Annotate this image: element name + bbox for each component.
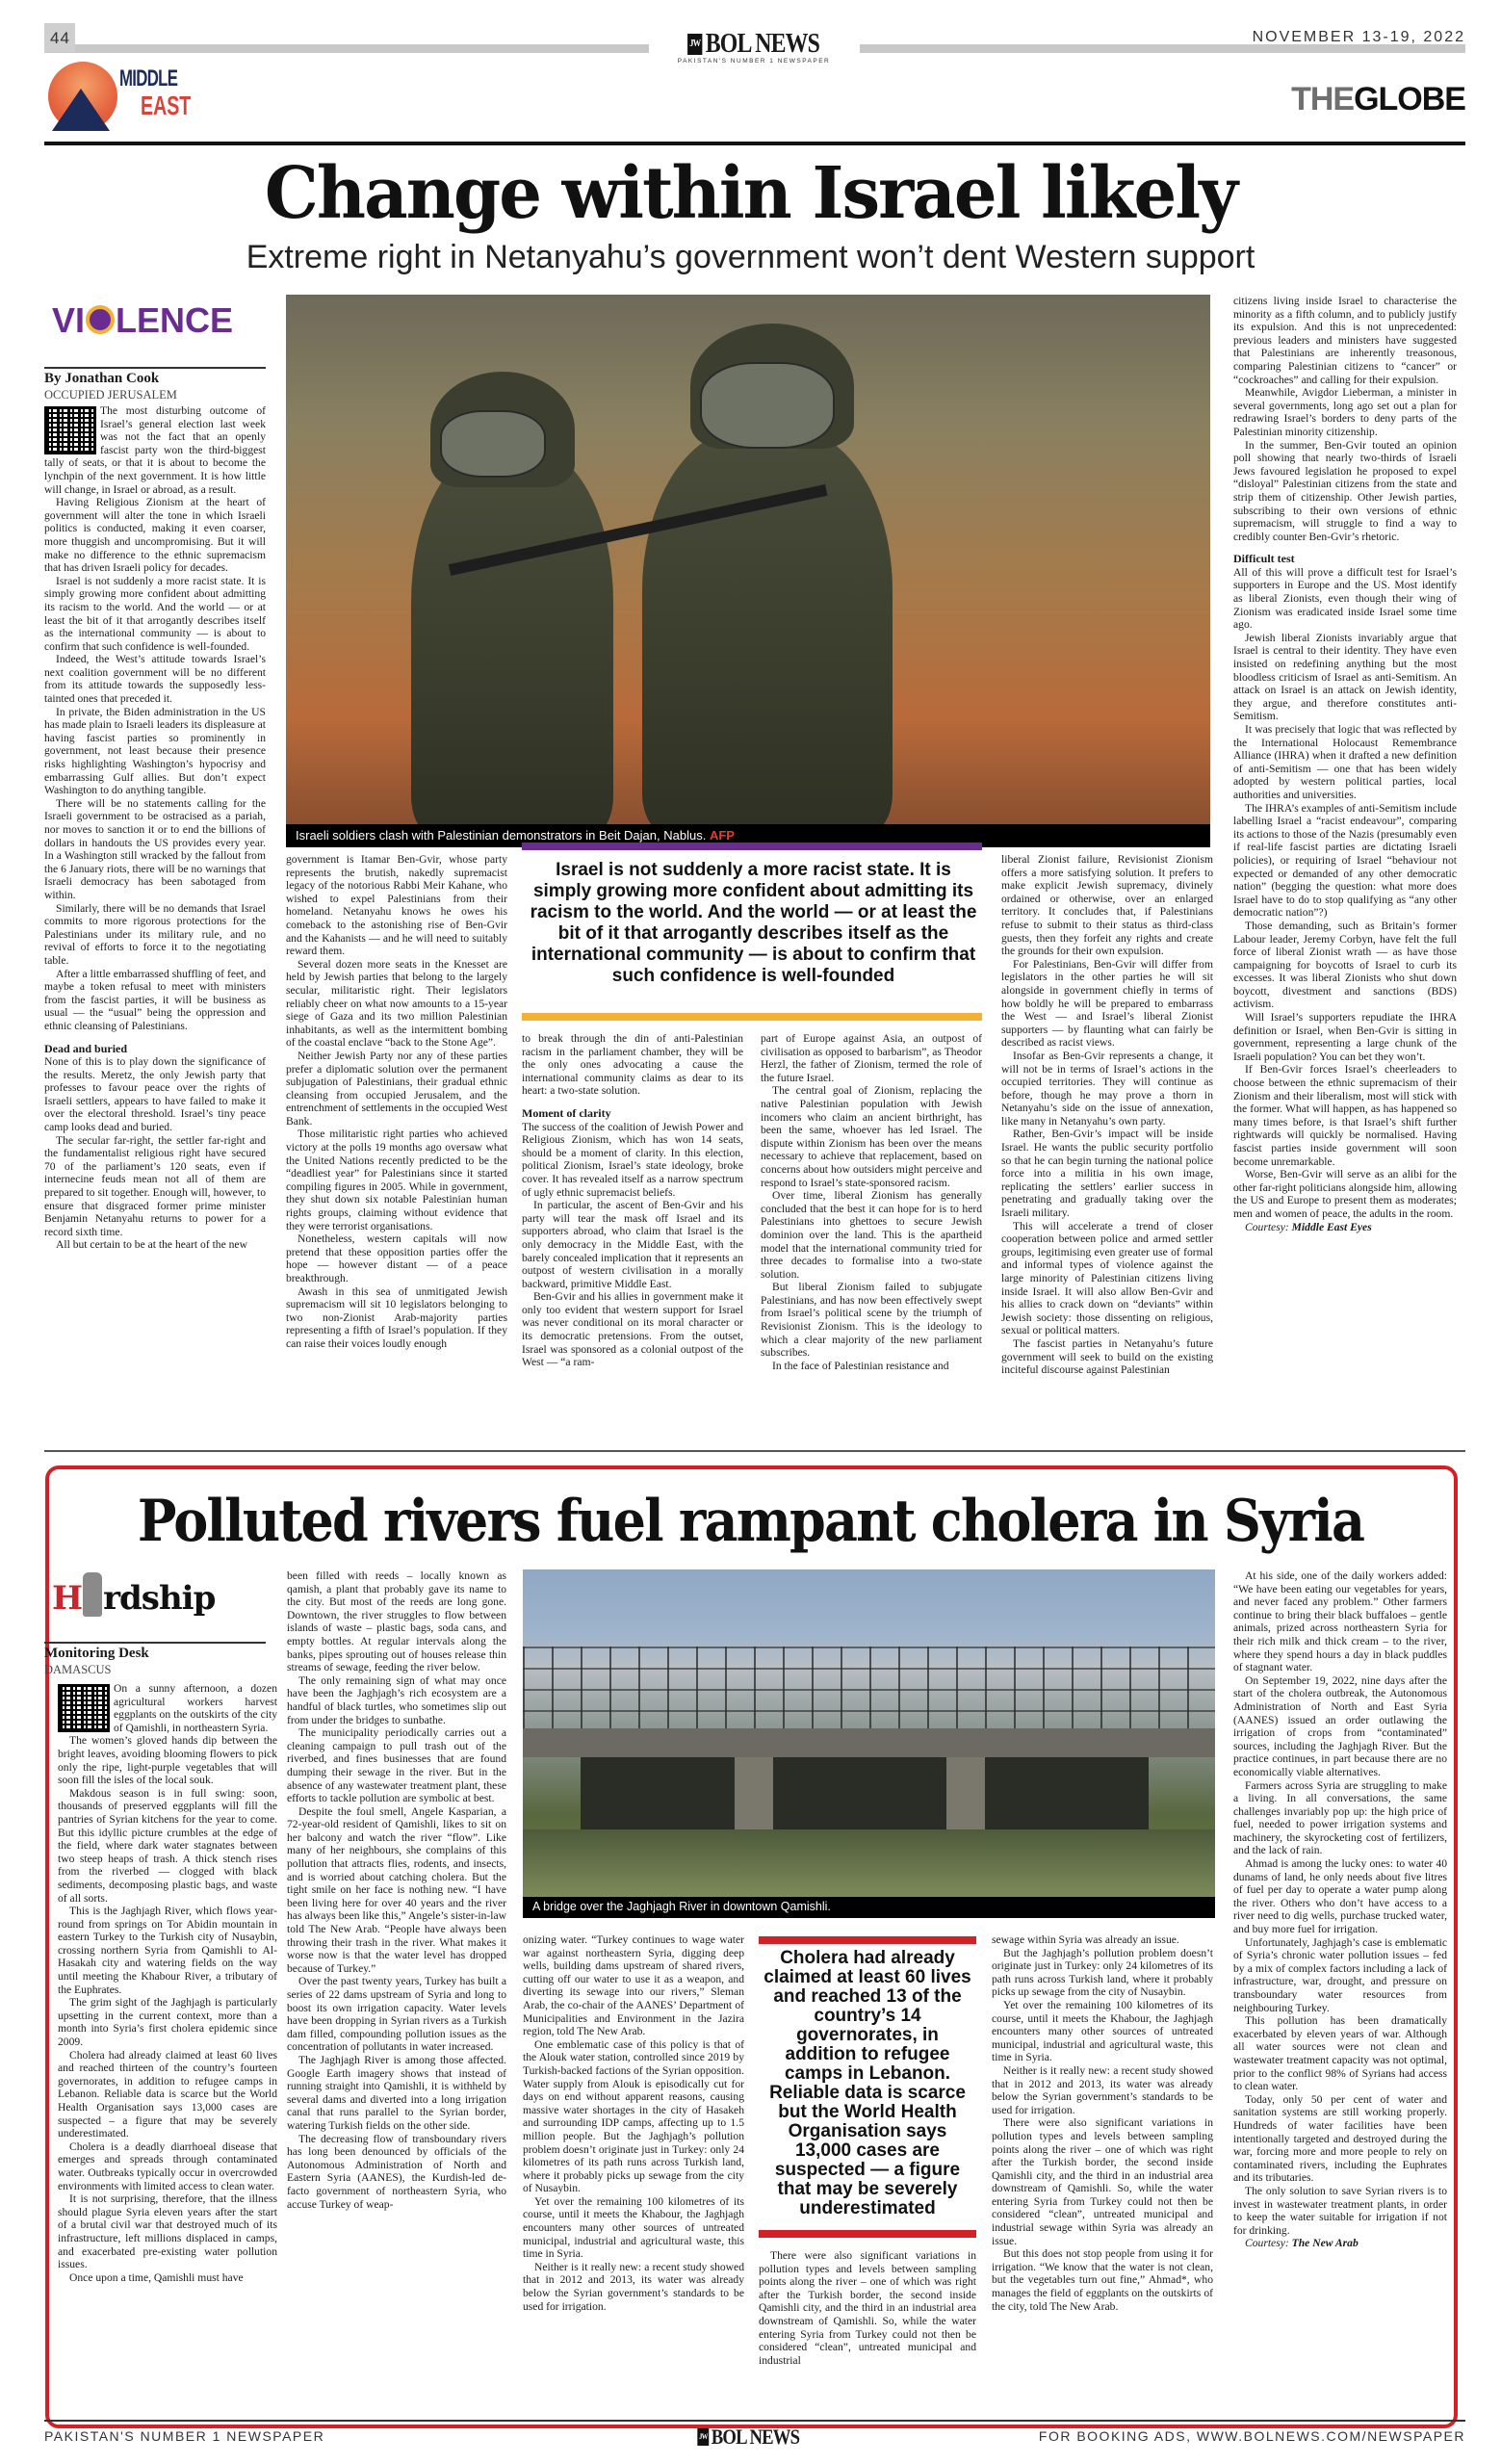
footer-logo-text: BOL NEWS <box>711 2425 800 2449</box>
header-rule-left <box>44 44 649 53</box>
paragraph: Despite the foul smell, Angele Kasparian, a 72-year-old resident of Qamishli, likes to sit on her balcony and watch the river “flow”. Like many of her neighbours, she complains of this pollution that attracts flies, rodents, and insects, and is worried about catching cholera. But the tight smile on her face is nothing new. “I have been living here for over 40 years and the river has always been like this,” Angele’s sister-in-law told The New Arab. “People have always been throwing their trash in the river. What makes it worse now is that the water level has dropped because of Turkey.” <box>287 1804 506 1975</box>
paragraph: Farmers across Syria are struggling to make a living. In all conversations, the same challenges invariably pop up: the high price of fuel, needed to power irrigation systems and machinery, the skyrocketing cost of fertilizers, and the lack of rain. <box>1233 1778 1447 1857</box>
paragraph: The grim sight of the Jaghjagh is particularly upsetting in the current context, more than a month into Syria’s first cholera epidemic since 2009. <box>58 1996 277 2049</box>
paragraph: But this does not stop people from using it for irrigation. “We know that the water is not clean, but the vegetables turn out fine,” Ahmad*, who manages the field of eggplants on the outskirts of the city, told The New Arab. <box>992 2247 1213 2313</box>
paragraph: There were also significant variations in pollution types and levels between sampling points along the river – one of which was right after the Turkish border, the second inside Qamishli city, and the third in an industrial area downstream of Qamishli. So, while the water entering Syria from Turkey could not then be considered “clean”, untreated municipal and industrial <box>759 2249 976 2367</box>
violence-tag-logo <box>52 300 233 341</box>
paragraph: There were also significant variations in pollution types and levels between sampling points along the river – one of which was right after the Turkish border, the second inside Qamishli city, and the third in an industrial area downstream of Qamishli. So, while the water entering Syria from Turkey could not then be considered “clean”, untreated municipal and industrial sewage within Syria was already an issue. <box>992 2116 1213 2247</box>
paragraph: Those demanding, such as Britain’s former Labour leader, Jeremy Corbyn, have felt the full force of liberal Zionist wrath — as have those campaigning for boycotts of Israel to curb its excesses. It was liberal Zionists who shut down boycott, divestment and sanctions (BDS) activism. <box>1233 919 1457 1011</box>
violence-tag-b: LENCE <box>116 300 234 340</box>
paragraph: been filled with reeds – locally known as qamish, a plant that probably gave its name to the city. But most of the reeds are long gone. Downtown, the river struggles to flow between islands of waste – plastic bags, soda cans, and empty bottles. At regular intervals along the banks, pipes sprouting out of houses release thin streams of sewage, feeding the river below. <box>287 1569 506 1674</box>
paragraph: government is Itamar Ben-Gvir, whose party represents the brutish, nakedly supremacist legacy of the notorious Rabbi Meir Kahane, who wished to expel Palestinians from their homeland. Netanyahu knows he owes his comeback to the astonishing rise of Ben-Gvir and the Kahanists — and he will need to suitably reward them. <box>286 853 507 958</box>
section-divider <box>44 1450 1465 1452</box>
page-number: 44 <box>44 23 75 52</box>
paragraph: Ben-Gvir and his allies in government make it only too evident that western support for Israel was never conditional on its moral character or its democratic pretensions. From the outset, Israel was sponsored as a colonial outpost of the West — “a ram- <box>522 1290 743 1369</box>
paragraph: onizing water. “Turkey continues to wage water war against northeastern Syria, digging deep wells, building dams upstream of shared rivers, cutting off our water to use it as a weapon, and diverting its sewage into our rivers,” Sleman Arab, the co-chair of the AANES’ Department of Municipalities and Environment in the Jazira region, told The New Arab. <box>523 1933 744 2038</box>
paragraph: Jewish liberal Zionists invariably argue that Israel is central to their identity. They have even insisted on redefining anything but the most bloodless criticism of Israel as anti-Semitism. An attack on Israel is an attack on Jewish identity, they argue, and therefore constitutes anti-Semitism. <box>1233 631 1457 723</box>
byline-rule-2 <box>44 1642 266 1644</box>
section-logo-bottom: EAST <box>141 91 192 120</box>
paragraph: Neither is it really new: a recent study showed that in 2012 and 2013, its water was already below the Syrian government’s standards to be used for irrigation. <box>523 2260 744 2313</box>
paragraph: The only solution to save Syrian rivers is to invest in wastewater treatment plants, in order to keep the water suitable for irrigation if not for drinking. <box>1233 2184 1447 2237</box>
masthead-title: BOL NEWS <box>706 29 820 59</box>
paragraph: Unfortunately, Jaghjagh’s case is emblematic of Syria’s chronic water pollution issues – fed by a mix of complex factors including a lack of infrastructure, war, drought, and pressure on transboundary water resources from neighbouring Turkey. <box>1233 1935 1447 2014</box>
paragraph: None of this is to play down the significance of the results. Meretz, the only Jewish party that professes to favour peace over the rights of Israeli settlers, appears to have failed to make it over the electoral threshold. Israel’s tiny peace camp looks dead and buried. <box>44 1055 266 1134</box>
article1-pull-quote: Israel is not suddenly a more racist state. It is simply growing more confident about admitting its racism to the world. And the world — or at least the bit of it that arrogantly describes itself as the international community — is about to confirm that such confidence is well-founded <box>530 860 977 986</box>
paragraph: This is the Jaghjagh River, which flows year-round from springs on Tor Abidin mountain in eastern Turkey to the Turkish city of Nusaybin, crossing northern Syria from Qamishli to Al-Hasakah city and watering fields on the way until meeting the Khabour River, a tributary of the Euphrates. <box>58 1905 277 1996</box>
article2-pull-quote: Cholera had already claimed at least 60 lives and reached 13 of the country’s 14 governorates, in addition to refugee camps in Lebanon. Reliable data is scarce but the World Health Organisation says 13,000 cases are suspected — a figure that may be severely underestimated <box>763 1948 971 2218</box>
article2-column-1 <box>58 1682 277 2414</box>
paragraph: In the summer, Ben-Gvir touted an opinion poll showing that nearly two-thirds of Israeli Jews favoured legislation he proposed to expel “disloyal” Palestinian citizens from the state and strip them of citizenship. Other Jewish parties, subscribing to their own versions of ethnic supremacism, will struggle to find a way to credibly counter Ben-Gvir’s rhetoric. <box>1233 438 1457 543</box>
soldier-figure-right <box>642 429 893 824</box>
section-title-the: THE <box>1291 81 1355 117</box>
article2-headline: Polluted rivers fuel rampant cholera in Syria <box>137 1488 1364 1555</box>
article2-dateline: DAMASCUS <box>44 1663 112 1676</box>
paragraph: Over the past twenty years, Turkey has built a series of 22 dams upstream of Syria and long to boost its own irrigation capacity. Water levels have been dropping in Syrian rivers as a Turkish dam filled, compounding pollution issues as the concentration of pollutants in water increased. <box>287 1975 506 2054</box>
pull-quote-rule-top <box>522 843 982 850</box>
jw-badge-icon: JW <box>688 34 703 55</box>
article1-photo <box>286 295 1210 824</box>
paragraph: Neither is it really new: a recent study showed that in 2012 and 2013, its water was already below the Syrian government’s standards to be used for irrigation. <box>992 2063 1213 2116</box>
visor-right <box>700 362 835 449</box>
article2-photo-caption: A bridge over the Jaghjagh River in downtown Qamishli. <box>523 1897 1215 1918</box>
photo-credit: AFP <box>709 828 735 843</box>
paragraph: The women’s gloved hands dip between the bright leaves, avoiding blooming flowers to pick only the ripe, light-purple vegetables that will soon fill the isles of the local souk. <box>58 1734 277 1787</box>
article2-column-6 <box>1233 1569 1447 2414</box>
paragraph: All of this will prove a difficult test for Israel’s supporters in Europe and the US. Most identify as liberal Zionists, even though their wing of Zionism was eradicated inside Israel some time ago. <box>1233 565 1457 632</box>
article1-column-6 <box>1233 295 1457 1450</box>
bridge-deck <box>523 1728 1215 1757</box>
paragraph: Israel is not suddenly a more racist state. It is simply growing more confident about admitting its racism to the world. And the world — or at least the bit of it that arrogantly describes itself as the international community — is about to confirm that such confidence is well-founded. <box>44 574 266 653</box>
paragraph: Cholera had already claimed at least 60 lives and reached thirteen of the country’s fourteen governorates, in addition to refugee camps in Lebanon. Reliable data is scarce but the World Health Organisation says 13,000 cases are suspected – a figure that may be severely underestimated. <box>58 2048 277 2140</box>
paragraph: One emblematic case of this policy is that of the Alouk water station, controlled since 2019 by Turkish-backed factions of the Syrian opposition. Water supply from Alouk is episodically cut for days on end without apparent reasons, causing massive water shortages in the city of Hasakeh and surrounding IDP camps, affecting up to 1.5 million people. But the Jaghjagh’s pollution problem doesn’t originate just in Turkey: only 24 kilometres of its path runs across Turkish land, where it probably picks up sewage from the city of Nusaybin. <box>523 2037 744 2195</box>
footer-rule <box>44 2420 1465 2422</box>
paragraph: The most disturbing outcome of Israel’s general election last week was not the fact that an openly fascist party won the third-biggest tally of seats, or that it is about to become the lynchpin of the next government. It is how little will change, in Israel or abroad, as a result. <box>44 404 266 496</box>
section-title-globe: GLOBE <box>1354 81 1465 117</box>
paragraph: Having Religious Zionism at the heart of government will alter the tone in which Israeli politics is conducted, making it even coarser, more thuggish and uncompromising. But it will make no difference to the ethnic supremacism that has driven Israeli policy for decades. <box>44 496 266 575</box>
paragraph: to break through the din of anti-Palestinian racism in the parliament chamber, they will be the only ones advocating a cause the international community claims as dear to its heart: a two-state solution. <box>522 1032 743 1098</box>
byline-rule <box>44 367 266 369</box>
mountain-icon <box>52 89 110 131</box>
article1-byline: By Jonathan Cook <box>44 371 160 386</box>
paragraph: Yet over the remaining 100 kilometres of its course, until it meets the Khabour, the Jaghjagh encounters many other sources of untreated municipal, industrial and agricultural waste, this time in Syria. <box>992 1998 1213 2064</box>
paragraph: liberal Zionist failure, Revisionist Zionism offers a more satisfying solution. It prefers to make explicit Jewish supremacy, divinely ordained or otherwise, over an enlarged territory. It concludes that, if Palestinians refuse to submit to their status as third-class guests, then they forfeit any rights and create the grounds for their own expulsion. <box>1001 853 1213 958</box>
paragraph: Indeed, the West’s attitude towards Israel’s next coalition government will be no different from its attitude towards the supposedly less-tainted ones that preceded it. <box>44 653 266 706</box>
pull-quote-rule-bottom <box>522 1013 982 1021</box>
courtesy-line <box>1233 2237 1447 2250</box>
section-logo-top: MIDDLE <box>119 65 178 91</box>
paragraph: Rather, Ben-Gvir’s impact will be inside Israel. He wants the public security portfolio so that he can begin turning the national police force into a militia in his own image, replicating the settlers’ earlier success in penetrating and gradually taking over the Israeli military. <box>1001 1128 1213 1220</box>
masthead-logo <box>688 29 820 60</box>
header-divider <box>44 142 1465 145</box>
footer-logo <box>697 2425 799 2450</box>
courtesy-label: Courtesy: <box>1245 1220 1292 1233</box>
paragraph: This will accelerate a trend of closer cooperation between police and armed settler groups, legitimising even greater use of formal and informal types of violence against the large minority of Palestinian citizens living inside Israel. It will also allow Ben-Gvir and his allies to crack down on “deviants” within Jewish society: those dissenting on religious, sexual or political matters. <box>1001 1219 1213 1337</box>
paragraph: The IHRA’s examples of anti-Semitism include labelling Israel a “racist endeavour”, comparing its actions to those of the Nazis (presumably even if real-life fascist parties are dictating Israeli policies), or requiring of Israel “behaviour not expected or demanded of any other democratic nation” (begging the question: what more does Israel have to do to stop qualifying as “any other democratic nation”?) <box>1233 801 1457 920</box>
paragraph: Will Israel’s supporters repudiate the IHRA definition or Israel, when Ben-Gvir is sitting in government, representing a large chunk of the Israeli population? You can bet they won’t. <box>1233 1011 1457 1063</box>
article2-column-4 <box>759 2249 976 2415</box>
paragraph: The decreasing flow of transboundary rivers has long been denounced by officials of the Autonomous Administration of North and Eastern Syria (AANES), the Kurdish-led de-facto government of northeastern Syria, who accuse Turkey of weap- <box>287 2132 506 2211</box>
bridge-fence <box>523 1647 1215 1733</box>
courtesy-source: Middle East Eyes <box>1291 1220 1372 1233</box>
article2-column-5 <box>992 1933 1213 2415</box>
paragraph: It is not surprising, therefore, that the illness should plague Syria eleven years after the start of a brutal civil war that destroyed much of its infrastructure, left millions displaced in camps, and exacerbated pre-existing water pollution issues. <box>58 2192 277 2271</box>
article2-byline: Monitoring Desk <box>44 1646 149 1661</box>
paragraph: The municipality periodically carries out a cleaning campaign to pull trash out of the riverbed, and fines businesses that are found dumping their sewage in the river. But in the absence of any wastewater treatment plant, these efforts to tackle pollution are symbolic at best. <box>287 1726 506 1805</box>
paragraph: Once upon a time, Qamishli must have <box>69 2270 244 2284</box>
paragraph: The only remaining sign of what may once have been the Jaghjagh’s rich ecosystem are a handful of black turtles, who sometimes slip out from under the bridges to sunbathe. <box>287 1673 506 1726</box>
paragraph: In private, the Biden administration in the US has made plain to Israeli leaders its displeasure at having fascist parties so prominently in government, not least because their presence risks highlighting Washington’s hypocrisy and embarrassing Gulf allies. But don’t expect Washington to do anything tangible. <box>44 705 266 797</box>
article1-subheadline: Extreme right in Netanyahu’s government won’t dent Western support <box>246 239 1255 275</box>
paragraph: Today, only 50 per cent of water and sanitation systems are still working properly. Hundreds of water facilities have been intentionally targeted and destroyed during the war, forcing more and more people to rely on contaminated rivers, including the Euphrates and its tributaries. <box>1233 2092 1447 2185</box>
paragraph: part of Europe against Asia, an outpost of civilisation as opposed to barbarism”, as Theodor Herzl, the father of Zionism, termed the role of the future Israel. <box>761 1032 982 1084</box>
paragraph: The secular far-right, the settler far-right and the fundamentalist religious right have secured 70 of the parliament’s 120 seats, even if internecine feuds mean not all of them are prepared to sit together. Enough will, however, to ensure that disgraced former prime minister Benjamin Netanyahu returns to power for a record sixth time. <box>44 1133 266 1238</box>
paragraph: On September 19, 2022, nine days after the start of the cholera outbreak, the Autonomous Administration of North and East Syria (AANES) issued an order outlawing the irrigation of crops from “contaminated” sources, including the Jaghjagh River. But the practice continues, in part because there are no economically viable alternatives. <box>1233 1673 1447 1778</box>
article1-column-3 <box>522 1032 743 1450</box>
paragraph: Awash in this sea of unmitigated Jewish supremacism will sit 10 legislators belonging to two non-Zionist Arab-majority parties representing a fifth of Israel’s population. If they can raise their voices loudly enough <box>286 1284 507 1350</box>
article1-column-2 <box>286 853 507 1450</box>
article2-photo <box>523 1569 1215 1897</box>
paragraph: There will be no statements calling for the Israeli government to be ostracised as a pariah, nor moves to sanction it or to end the billions of dollars in handouts the US provides every year. In a Washington still wracked by the fallout from the 6 January riots, there will be no warnings that Israeli democracy has been sabotaged from within. <box>44 796 266 901</box>
paragraph: Yet over the remaining 100 kilometres of its course, until it meets the Khabour, the Jaghjagh encounters many other sources of untreated municipal, industrial and agricultural waste, this time in Syria. <box>523 2194 744 2261</box>
paragraph: If Ben-Gvir forces Israel’s cheerleaders to choose between the ethnic supremacism of their Zionism and their liberalism, most will stick with the former. What will happen, as has happened so many times before, is that Israel’s shift further rightwards will quickly be normalised. Having fascist parties inside government will soon become unremarkable. <box>1233 1063 1457 1168</box>
pull-quote-2-rule-bottom <box>759 2230 976 2238</box>
subheading: Moment of clarity <box>522 1105 611 1120</box>
article1-headline: Change within Israel likely <box>264 152 1237 235</box>
section-title <box>1291 81 1465 118</box>
visor-left <box>440 410 546 478</box>
footer-tagline: PAKISTAN'S NUMBER 1 NEWSPAPER <box>44 2428 325 2444</box>
paragraph: The Jaghjagh River is among those affected. Google Earth imagery shows that instead of running straight into Qamishli, it is withheld by several dams and diverted into a long irrigation canal that runs parallel to the Syrian border, watering Turkish fields on the other side. <box>287 2053 506 2132</box>
pull-quote-2-rule-top <box>759 1936 976 1944</box>
bridge-arch <box>773 1757 946 1834</box>
paragraph: After a little embarrassed shuffling of feet, and maybe a token refusal to meet with ministers from the fascist parties, it will be business as usual — the “usual” being the oppression and ethnic cleansing of Palestinians. <box>44 967 266 1032</box>
paragraph: But liberal Zionism failed to subjugate Palestinians, and has now been effectively swept from Israel’s political scene by the triumph of Revisionist Zionism. This is the ideology to which a clear majority of the new parliament subscribes. <box>761 1281 982 1360</box>
paragraph: In particular, the ascent of Ben-Gvir and his party will tear the mask off Israel and its supporters abroad, who claim that Israel is the only democracy in the Middle East, with the barely concealed implication that it represents an outpost of western civilisation in a morally backward, primitive Middle East. <box>522 1199 743 1290</box>
hand-icon <box>86 305 115 334</box>
article1-column-1 <box>44 404 266 1449</box>
courtesy-line <box>1233 1221 1457 1234</box>
paragraph: Over time, liberal Zionism has generally concluded that the best it can hope for is to herd Palestinians into ghettoes to secure Jewish dominion over the land. This is the apartheid model that the international community tried for three decades to formalise into a two-state solution. <box>761 1189 982 1281</box>
paragraph: The fascist parties in Netanyahu’s future government will seek to build on the existing inciteful discourse against Palestinian <box>1001 1336 1213 1377</box>
hardship-tag-b: rdship <box>103 1579 216 1618</box>
paragraph: Neither Jewish Party nor any of these parties prefer a diplomatic solution over the permanent subjugation of Palestinians, their gradual ethnic cleansing from occupied Jerusalem, and the entrenchment of settlements in the occupied West Bank. <box>286 1049 507 1128</box>
courtesy-source: The New Arab <box>1291 2237 1359 2250</box>
hardship-tag-a: H <box>52 1579 83 1618</box>
issue-date: NOVEMBER 13-19, 2022 <box>1252 29 1465 45</box>
jw-badge-icon: JW <box>697 2428 709 2446</box>
paragraph: At his side, one of the daily workers added: “We have been eating our vegetables for years, and never faced any problem.” Other farmers continue to bring their black buffaloes – gentle animals, prized across northeastern Syria for their rich milk and thick cream – to the river, where they spend hours a day in black puddles of stagnant water. <box>1233 1569 1447 1674</box>
paragraph: Several dozen more seats in the Knesset are held by Jewish parties that belong to the largely secular, militaristic right. Their legislators reliably cheer on what now amounts to a 15-year siege of Gaza and its two million Palestinian inhabitants, as well as the intermittent bombing of the coastal enclave “back to the Stone Age”. <box>286 957 507 1050</box>
paragraph: On a sunny afternoon, a dozen agricultural workers harvest eggplants on the outskirts of the city of Qamishli, in northeastern Syria. <box>114 1682 277 1734</box>
paragraph: Similarly, there will be no demands that Israel commits to more rigorous protections for the Palestinians under its military rule, and no revival of efforts to force it to the negotiating table. <box>44 901 266 967</box>
paragraph: The success of the coalition of Jewish Power and Religious Zionism, which has won 14 seats, should be a moment of clarity. In this election, political Zionism, Israel’s state ideology, broke cover. It has revealed itself as a narrow spectrum of ugly ethnic supremacist beliefs. <box>522 1120 743 1199</box>
footer-ads-link[interactable]: FOR BOOKING ADS, WWW.BOLNEWS.COM/NEWSPAPER <box>1038 2428 1465 2444</box>
paragraph: Makdous season is in full swing: soon, thousands of preserved eggplants will fill the pantries of Syrian kitchens for the year to come. But this idyllic picture crumbles at the edge of the field, where dark water stagnates between two steep heaps of trash. A thick stench rises from the riverbed — clogged with black sediments, decomposing plastic bags, and waste of all sorts. <box>58 1786 277 1905</box>
subheading: Dead and buried <box>44 1041 128 1055</box>
article2-column-3 <box>523 1933 744 2415</box>
article1-dateline: OCCUPIED JERUSALEM <box>44 388 177 402</box>
hardship-tag-logo <box>52 1572 215 1618</box>
masthead-tagline: PAKISTAN'S NUMBER 1 NEWSPAPER <box>677 58 831 65</box>
paragraph: It was precisely that logic that was reflected by the International Holocaust Remembrance Alliance (IHRA) when it drafted a new definition of anti-Semitism — one that has been widely adopted by western political parties, local authorities and universities. <box>1233 723 1457 801</box>
paragraph: sewage within Syria was already an issue. <box>992 1933 1179 1946</box>
paragraph: Insofar as Ben-Gvir represents a change, it will not be in terms of Israel’s actions in the occupied territories. They will continue as before, though he may prove a thorn in Netanyahu’s side on the issue of annexation, like many in Netanyahu’s own party. <box>1001 1049 1213 1128</box>
paragraph: Nonetheless, western capitals will now pretend that these opposition parties offer the hope — however distant — of a peace breakthrough. <box>286 1232 507 1284</box>
paragraph: Cholera is a deadly diarrhoeal disease that emerges and spreads through contaminated water. Outbreaks typically occur in overcrowded environments with limited access to clean water. <box>58 2140 277 2192</box>
middle-east-section-logo <box>44 62 227 131</box>
paragraph: Meanwhile, Avigdor Lieberman, a minister in several governments, long ago set out a plan for redrawing Israel’s borders to deny parts of the Palestinian minority citizenship. <box>1233 386 1457 438</box>
paragraph: The central goal of Zionism, replacing the native Palestinian population with Jewish incomers who claim an ancient birthright, has been the same, whoever has led Israel. The dispute within Zionism has been over the means necessary to achieve that replacement, based on concerns about how outsiders might perceive and respond to Israel’s state-sponsored racism. <box>761 1084 982 1189</box>
paragraph: All but certain to be at the heart of the new <box>56 1238 247 1252</box>
article2-column-2 <box>287 1569 506 2414</box>
violence-tag-a: VI <box>52 300 86 340</box>
paragraph: This pollution has been dramatically exacerbated by eleven years of war. Although all water sources were not clean and wastewater treatment capacity was not optimal, prior to the conflict 98% of Syrians had access to clean water. <box>1233 2014 1447 2093</box>
subheading: Difficult test <box>1233 552 1295 566</box>
bridge-arch <box>985 1757 1149 1834</box>
courtesy-label: Courtesy: <box>1245 2237 1292 2250</box>
paragraph: Those militaristic right parties who achieved victory at the polls 19 months ago oversaw what the United Nations recently predicted to be the “deadliest year” for Palestinians since it started compiling figures in 2005. While in government, they shut down six notable Palestinian human rights groups, claiming without evidence that they were terrorist organisations. <box>286 1128 507 1232</box>
paragraph: In the face of Palestinian resistance and <box>772 1359 949 1372</box>
fist-icon <box>83 1572 102 1617</box>
article1-column-4 <box>761 1032 982 1450</box>
paragraph: Worse, Ben-Gvir will serve as an alibi for the other far-right politicians alongside him, allowing the US and Europe to present them as moderates; men and women of peace, the adults in the room. <box>1233 1168 1457 1220</box>
soldier-figure-left <box>411 449 613 824</box>
paragraph: For Palestinians, Ben-Gvir will differ from legislators in the other parties he will sit alongside in government chiefly in terms of how boldly he will be prepared to embarrass the West — and Israel’s liberal Zionist supporters — by flaunting what can fairly be described as racist views. <box>1001 957 1213 1050</box>
river-water <box>523 1829 1215 1897</box>
bridge-arch <box>581 1757 735 1834</box>
paragraph: But the Jaghjagh’s pollution problem doesn’t originate just in Turkey: only 24 kilometres of its path runs across Turkish land, where it probably picks up sewage from the city of Nusaybin. <box>992 1946 1213 1999</box>
paragraph: citizens living inside Israel to characterise the minority as a fifth column, and to publicly justify its expulsion. And this is not unprecedented: previous leaders and ministers have suggested that Palestinians are inherently treasonous, comparing Palestinian citizens to “cancer” or “cockroaches” and calling for their expulsion. <box>1233 295 1457 386</box>
caption-text: Israeli soldiers clash with Palestinian demonstrators in Beit Dajan, Nablus. <box>296 828 707 843</box>
masthead <box>674 29 834 65</box>
paragraph: Ahmad is among the lucky ones: to water 40 dunams of land, he only needs about five litres of fuel per day to operate a water pump along the river. Others who don’t have access to a river need to dig wells, purchase trucked water, and buy more fuel for irrigation. <box>1233 1857 1447 1936</box>
article1-column-5 <box>1001 853 1213 1450</box>
